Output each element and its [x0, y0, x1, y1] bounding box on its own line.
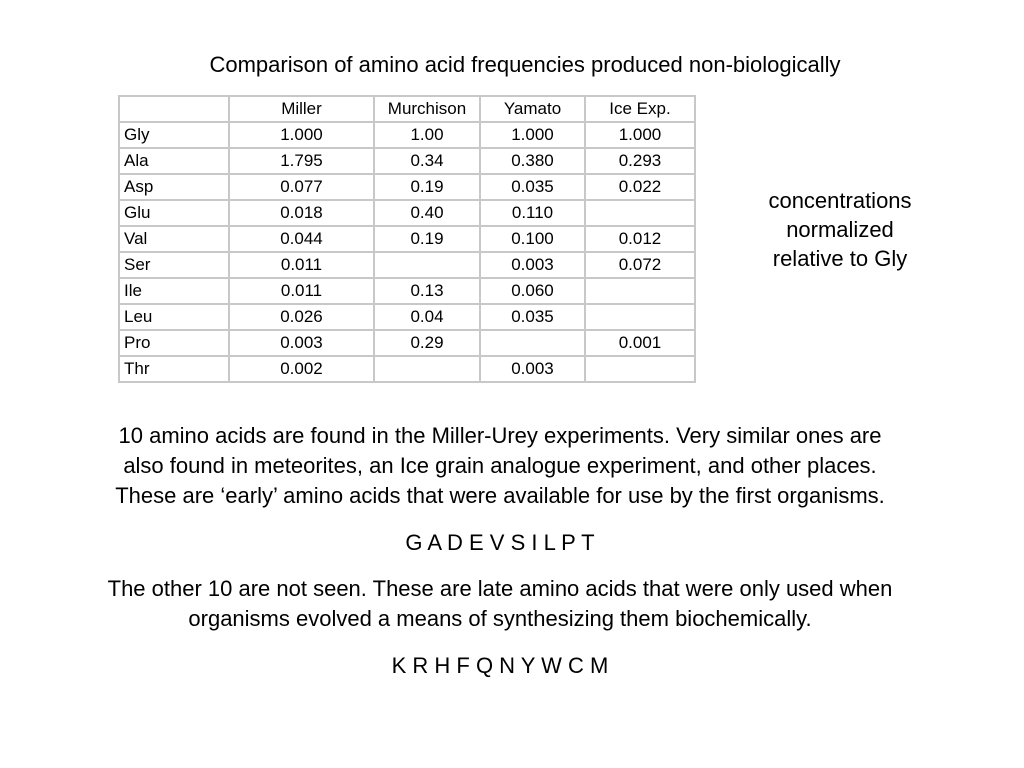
table-row — [119, 200, 695, 226]
amino-acid-name: Glu — [119, 200, 229, 226]
table-cell: 0.13 — [374, 278, 480, 304]
table-row — [119, 278, 695, 304]
amino-acid-name: Val — [119, 226, 229, 252]
table-cell: 0.003 — [480, 356, 585, 382]
table-cell: 1.795 — [229, 148, 374, 174]
table-cell: 0.022 — [585, 174, 695, 200]
table-cell: 1.000 — [229, 122, 374, 148]
amino-acid-frequency-table — [118, 95, 696, 383]
early-amino-acids-paragraph — [0, 421, 1000, 511]
table-cell — [585, 200, 695, 226]
table-cell: 0.002 — [229, 356, 374, 382]
amino-acid-name: Asp — [119, 174, 229, 200]
table-row — [119, 122, 695, 148]
header-cell-yamato: Yamato — [480, 96, 585, 122]
table-cell: 0.011 — [229, 252, 374, 278]
table-cell: 0.34 — [374, 148, 480, 174]
table-cell: 0.012 — [585, 226, 695, 252]
table-cell: 0.380 — [480, 148, 585, 174]
normalization-note — [740, 186, 940, 273]
paragraph-line: organisms evolved a means of synthesizing them biochemically. — [188, 606, 812, 631]
table-cell: 1.00 — [374, 122, 480, 148]
table-cell — [374, 356, 480, 382]
amino-acid-name: Ala — [119, 148, 229, 174]
table-cell: 0.072 — [585, 252, 695, 278]
slide-title: Comparison of amino acid frequencies produced non-biologically — [209, 52, 841, 77]
table-cell: 0.100 — [480, 226, 585, 252]
note-line: relative to Gly — [772, 246, 908, 271]
table-cell: 0.035 — [480, 174, 585, 200]
paragraph-line: The other 10 are not seen. These are late amino acids that were only used when — [107, 576, 893, 601]
header-cell-blank — [119, 96, 229, 122]
table-cell — [374, 252, 480, 278]
table-cell: 0.19 — [374, 174, 480, 200]
table-cell: 1.000 — [480, 122, 585, 148]
header-cell-miller: Miller — [229, 96, 374, 122]
early-amino-acid-letters: G A D E V S I L P T — [405, 530, 595, 555]
late-amino-acids-paragraph — [0, 574, 1000, 634]
table-cell: 0.19 — [374, 226, 480, 252]
table-row — [119, 226, 695, 252]
table-row — [119, 304, 695, 330]
table-cell: 0.110 — [480, 200, 585, 226]
table-cell — [585, 278, 695, 304]
table-cell: 0.060 — [480, 278, 585, 304]
table-cell: 0.003 — [480, 252, 585, 278]
amino-acid-name: Leu — [119, 304, 229, 330]
table-row — [119, 174, 695, 200]
table-cell: 0.011 — [229, 278, 374, 304]
amino-acid-name: Thr — [119, 356, 229, 382]
table-cell: 0.04 — [374, 304, 480, 330]
amino-acid-name: Pro — [119, 330, 229, 356]
amino-acid-name: Ser — [119, 252, 229, 278]
table-cell — [585, 304, 695, 330]
table-cell — [480, 330, 585, 356]
table-cell — [585, 356, 695, 382]
table-cell: 0.026 — [229, 304, 374, 330]
table-cell: 0.035 — [480, 304, 585, 330]
table-header-row — [119, 96, 695, 122]
table-row — [119, 148, 695, 174]
header-cell-ice-exp: Ice Exp. — [585, 96, 695, 122]
table-cell: 0.077 — [229, 174, 374, 200]
table-cell: 0.29 — [374, 330, 480, 356]
table-cell: 0.003 — [229, 330, 374, 356]
table-cell: 0.293 — [585, 148, 695, 174]
paragraph-line: also found in meteorites, an Ice grain analogue experiment, and other places. — [123, 453, 877, 478]
table-cell: 0.001 — [585, 330, 695, 356]
table-cell: 0.044 — [229, 226, 374, 252]
paragraph-line: These are ‘early’ amino acids that were available for use by the first organisms. — [115, 483, 885, 508]
table-cell: 0.018 — [229, 200, 374, 226]
header-cell-murchison: Murchison — [374, 96, 480, 122]
late-amino-acid-letters: K R H F Q N Y W C M — [391, 653, 609, 678]
table-row — [119, 252, 695, 278]
table-cell: 0.40 — [374, 200, 480, 226]
table-cell: 1.000 — [585, 122, 695, 148]
amino-acid-name: Ile — [119, 278, 229, 304]
note-line: concentrations — [768, 188, 912, 213]
paragraph-line: 10 amino acids are found in the Miller-Urey experiments. Very similar ones are — [118, 423, 882, 448]
amino-acid-name: Gly — [119, 122, 229, 148]
note-line: normalized — [786, 217, 894, 242]
table-row — [119, 330, 695, 356]
table-row — [119, 356, 695, 382]
